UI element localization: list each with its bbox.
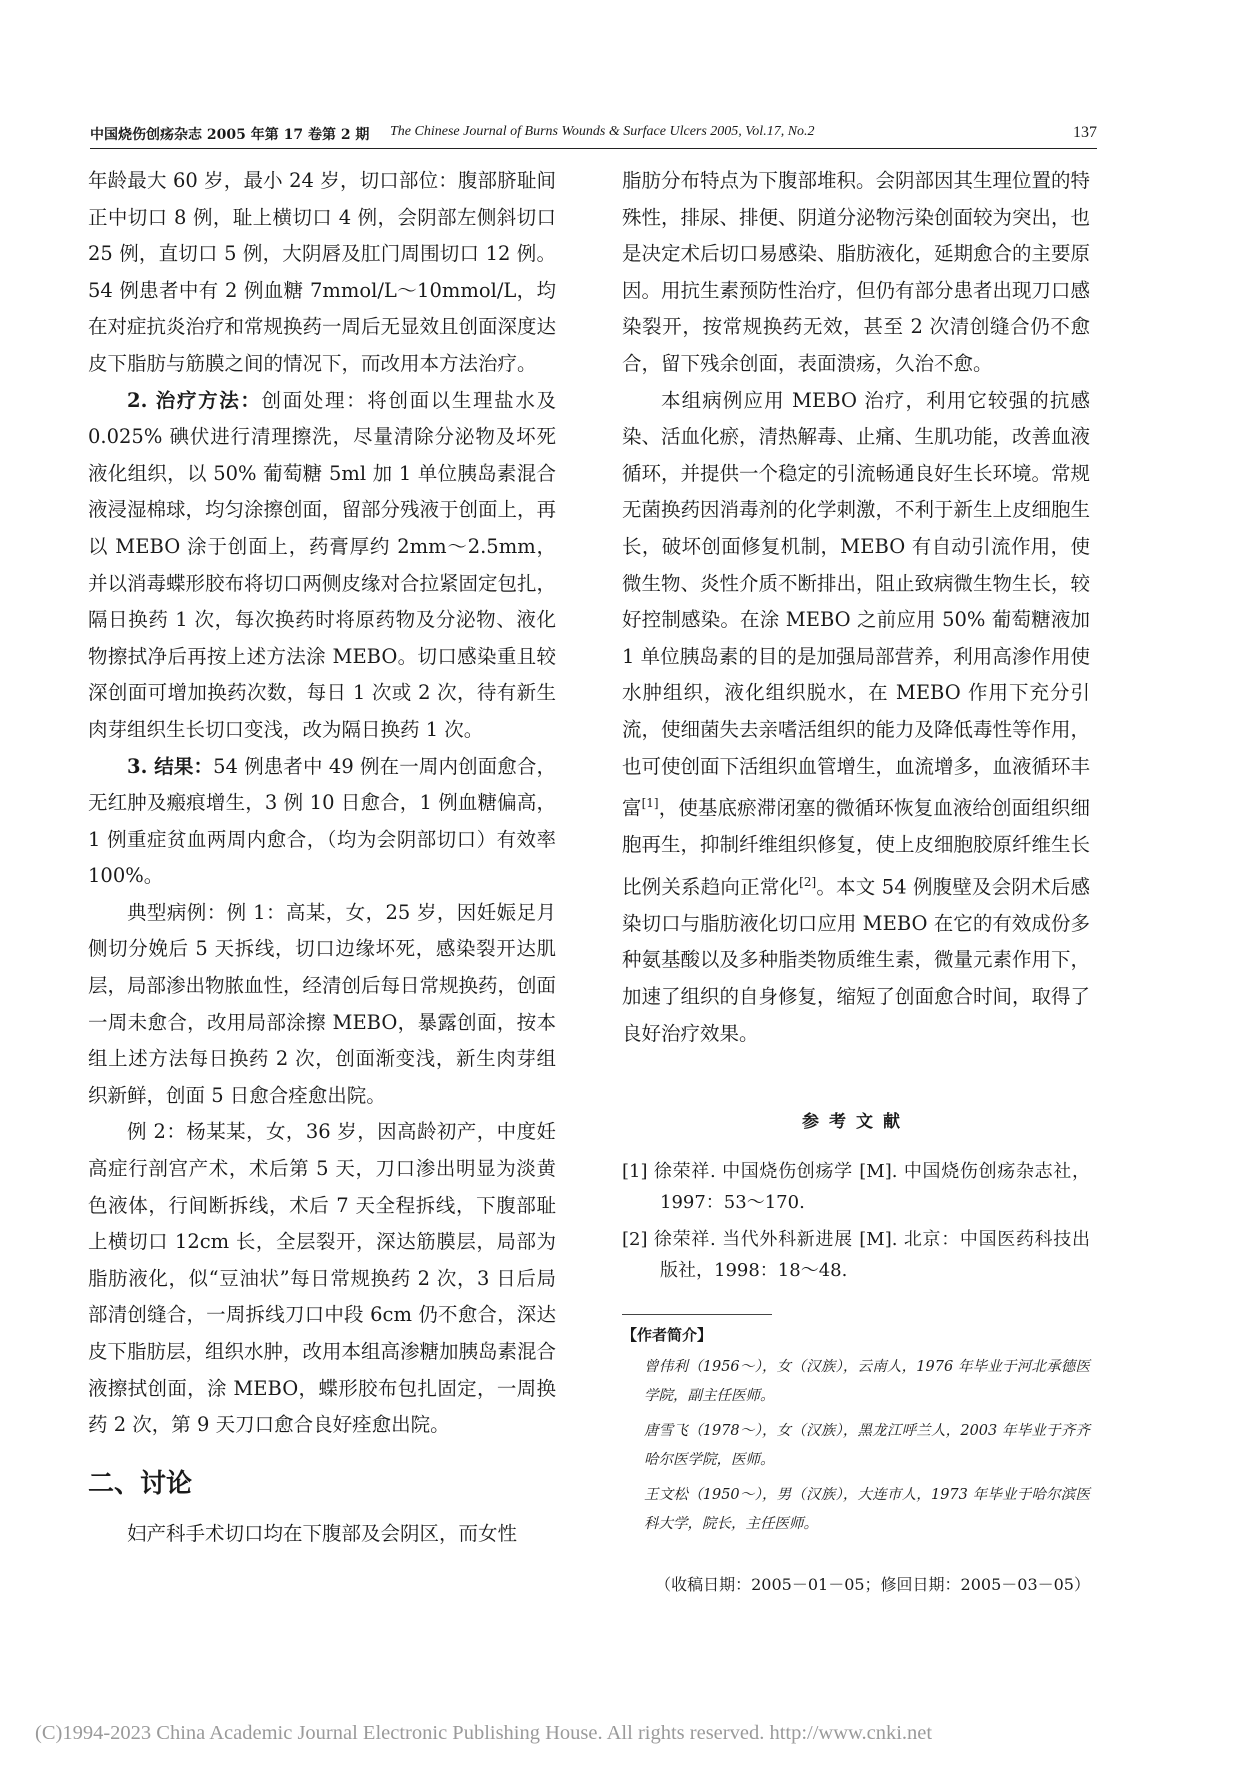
citation-1[interactable]: [1] (641, 796, 659, 811)
left-column (88, 163, 556, 1552)
reference-item: [1] 徐荣祥. 中国烧伤创疡学 [M]. 中国烧伤创疡杂志社，1997：53～170. (622, 1161, 1090, 1214)
right-column (622, 163, 1090, 1597)
paragraph: 本组病例应用 MEBO 治疗，利用它较强的抗感染、活血化瘀，清热解毒、止痛、生肌功能，改善血液循环，并提供一个稳定的引流畅通良好生长环境。常规无菌换药因消毒剂的化学刺激，不利于新生上皮细胞生长，破坏创面修复机制，MEBO 有自动引流作用，使微生物、炎性介质不断排出，阻止致病微生物生长，较好控制感染。在涂 MEBO 之前应用 50% 葡萄糖液加 1 单位胰岛素的目的是加强局部营养，利用高渗作用使水肿组织，液化组织脱水，在 MEBO 作用下充分引流，使细菌失去亲嗜活组织的能力及降低毒性等作用，也可使创面下活组织血管增生，血流增多，血液循环丰富[1]，使基底瘀滞闭塞的微循环恢复血液给创面组织细胞再生，抑制纤维组织修复，使上皮细胞胶原纤维生长比例关系趋向正常化[2]。本文 54 例腹壁及会阴术后感染切口与脂肪液化切口应用 MEBO 在它的有效成份多种氨基酸以及多种脂类物质维生素，微量元素作用下，加速了组织的自身修复，缩短了创面愈合时间，取得了良好治疗效果。 (622, 388, 1091, 1045)
reference-item: [2] 徐荣祥. 当代外科新进展 [M]. 北京：中国医药科技出版社，1998：18～48. (622, 1229, 1090, 1282)
running-header (90, 124, 1097, 149)
paragraph: 例 2：杨某某，女，36 岁，因高龄初产，中度妊高症行剖宫产术，术后第 5 天，刀口渗出明显为淡黄色液体，行间断拆线，术后 7 天全程拆线，下腹部耻上横切口 12cm 长，全层裂开，深达筋膜层，局部为脂肪液化，似“豆油状”每日常规换药 2 次，3 日后局部清创缝合，一周拆线刀口中段 6cm 仍不愈合，深达皮下脂肪层，组织水肿，改用本组高渗糖加胰岛素混合液擦拭创面，涂 MEBO，蝶形胶布包扎固定，一周换药 2 次，第 9 天刀口愈合良好痊愈出院。 (88, 1120, 557, 1437)
author-bio: 唐雪飞（1978～），女（汉族），黑龙江呼兰人，2003 年毕业于齐齐哈尔医学院，医师。 (644, 1423, 1090, 1469)
received-dates: （收稿日期：2005－01－05；修回日期：2005－03－05） (655, 1575, 1090, 1595)
subheading: 3. 结果： (127, 754, 214, 778)
copyright-footer: (C)1994-2023 China Academic Journal Electronic Publishing House. All rights reserved. http://www.cnki.net (35, 1722, 933, 1744)
paragraph: 年龄最大 60 岁，最小 24 岁，切口部位：腹部脐耻间正中切口 8 例，耻上横切口 4 例，会阴部左侧斜切口 25 例，直切口 5 例，大阴唇及肛门周围切口 12 例。54 例患者中有 2 例血糖 7mmol/L～10mmol/L，均在对症抗炎治疗和常规换药一周后无显效且创面深度达皮下脂肪与筋膜之间的情况下，而改用本方法治疗。 (88, 169, 557, 375)
citation-2[interactable]: [2] (799, 874, 817, 889)
references-title: 参考文献 (802, 1112, 910, 1133)
page-number: 137 (1073, 124, 1097, 141)
section-heading: 二、讨论 (88, 1468, 193, 1499)
subheading: 2. 治疗方法： (127, 388, 262, 412)
paragraph: 典型病例：例 1：高某，女，25 岁，因妊娠足月侧切分娩后 5 天拆线，切口边缘坏死，感染裂开达肌层，局部渗出物脓血性，经清创后每日常规换药，创面一周未愈合，改用局部涂擦 MEBO，暴露创面，按本组上述方法每日换药 2 次，创面渐变浅，新生肉芽组织新鲜，创面 5 日愈合痊愈出院。 (88, 900, 557, 1107)
paragraph: 2. 治疗方法：创面处理：将创面以生理盐水及 0.025% 碘伏进行清理擦洗，尽量清除分泌物及坏死液化组织，以 50% 葡萄糖 5ml 加 1 单位胰岛素混合液浸湿棉球，均匀涂擦创面，留部分残液于创面上，再以 MEBO 涂于创面上，药膏厚约 2mm～2.5mm，并以消毒蝶形胶布将切口两侧皮缘对合拉紧固定包扎，隔日换药 1 次，每次换药时将原药物及分泌物、液化物擦拭净后再按上述方法涂 MEBO。切口感染重且较深创面可增加换药次数，每日 1 次或 2 次，待有新生肉芽组织生长切口变浅，改为隔日换药 1 次。 (88, 388, 557, 741)
author-bio-title: 【作者简介】 (622, 1314, 772, 1347)
paragraph: 3. 结果：54 例患者中 49 例在一周内创面愈合，无红肿及瘢痕增生，3 例 10 日愈合，1 例血糖偏高，1 例重症贫血两周内愈合，（均为会阴部切口）有效率 100%。 (88, 754, 556, 888)
journal-title-en: The Chinese Journal of Burns Wounds & Surface Ulcers 2005, Vol.17, No.2 (390, 124, 815, 139)
paragraph: 脂肪分布特点为下腹部堆积。会阴部因其生理位置的特殊性，排尿、排便、阴道分泌物污染创面较为突出，也是决定术后切口易感染、脂肪液化，延期愈合的主要原因。用抗生素预防性治疗，但仍有部分患者出现刀口感染裂开，按常规换药无效，甚至 2 次清创缝合仍不愈合，留下残余创面，表面溃疡，久治不愈。 (622, 169, 1091, 375)
paragraph: 妇产科手术切口均在下腹部及会阴区，而女性 (127, 1521, 518, 1545)
author-bio: 王文松（1950～），男（汉族），大连市人，1973 年毕业于哈尔滨医科大学，院长，主任医师。 (644, 1487, 1090, 1533)
author-bio: 曾伟利（1956～），女（汉族），云南人，1976 年毕业于河北承德医学院，副主任医师。 (644, 1359, 1090, 1405)
journal-title-cn: 中国烧伤创疡杂志 2005 年第 17 卷第 2 期 (90, 127, 370, 143)
